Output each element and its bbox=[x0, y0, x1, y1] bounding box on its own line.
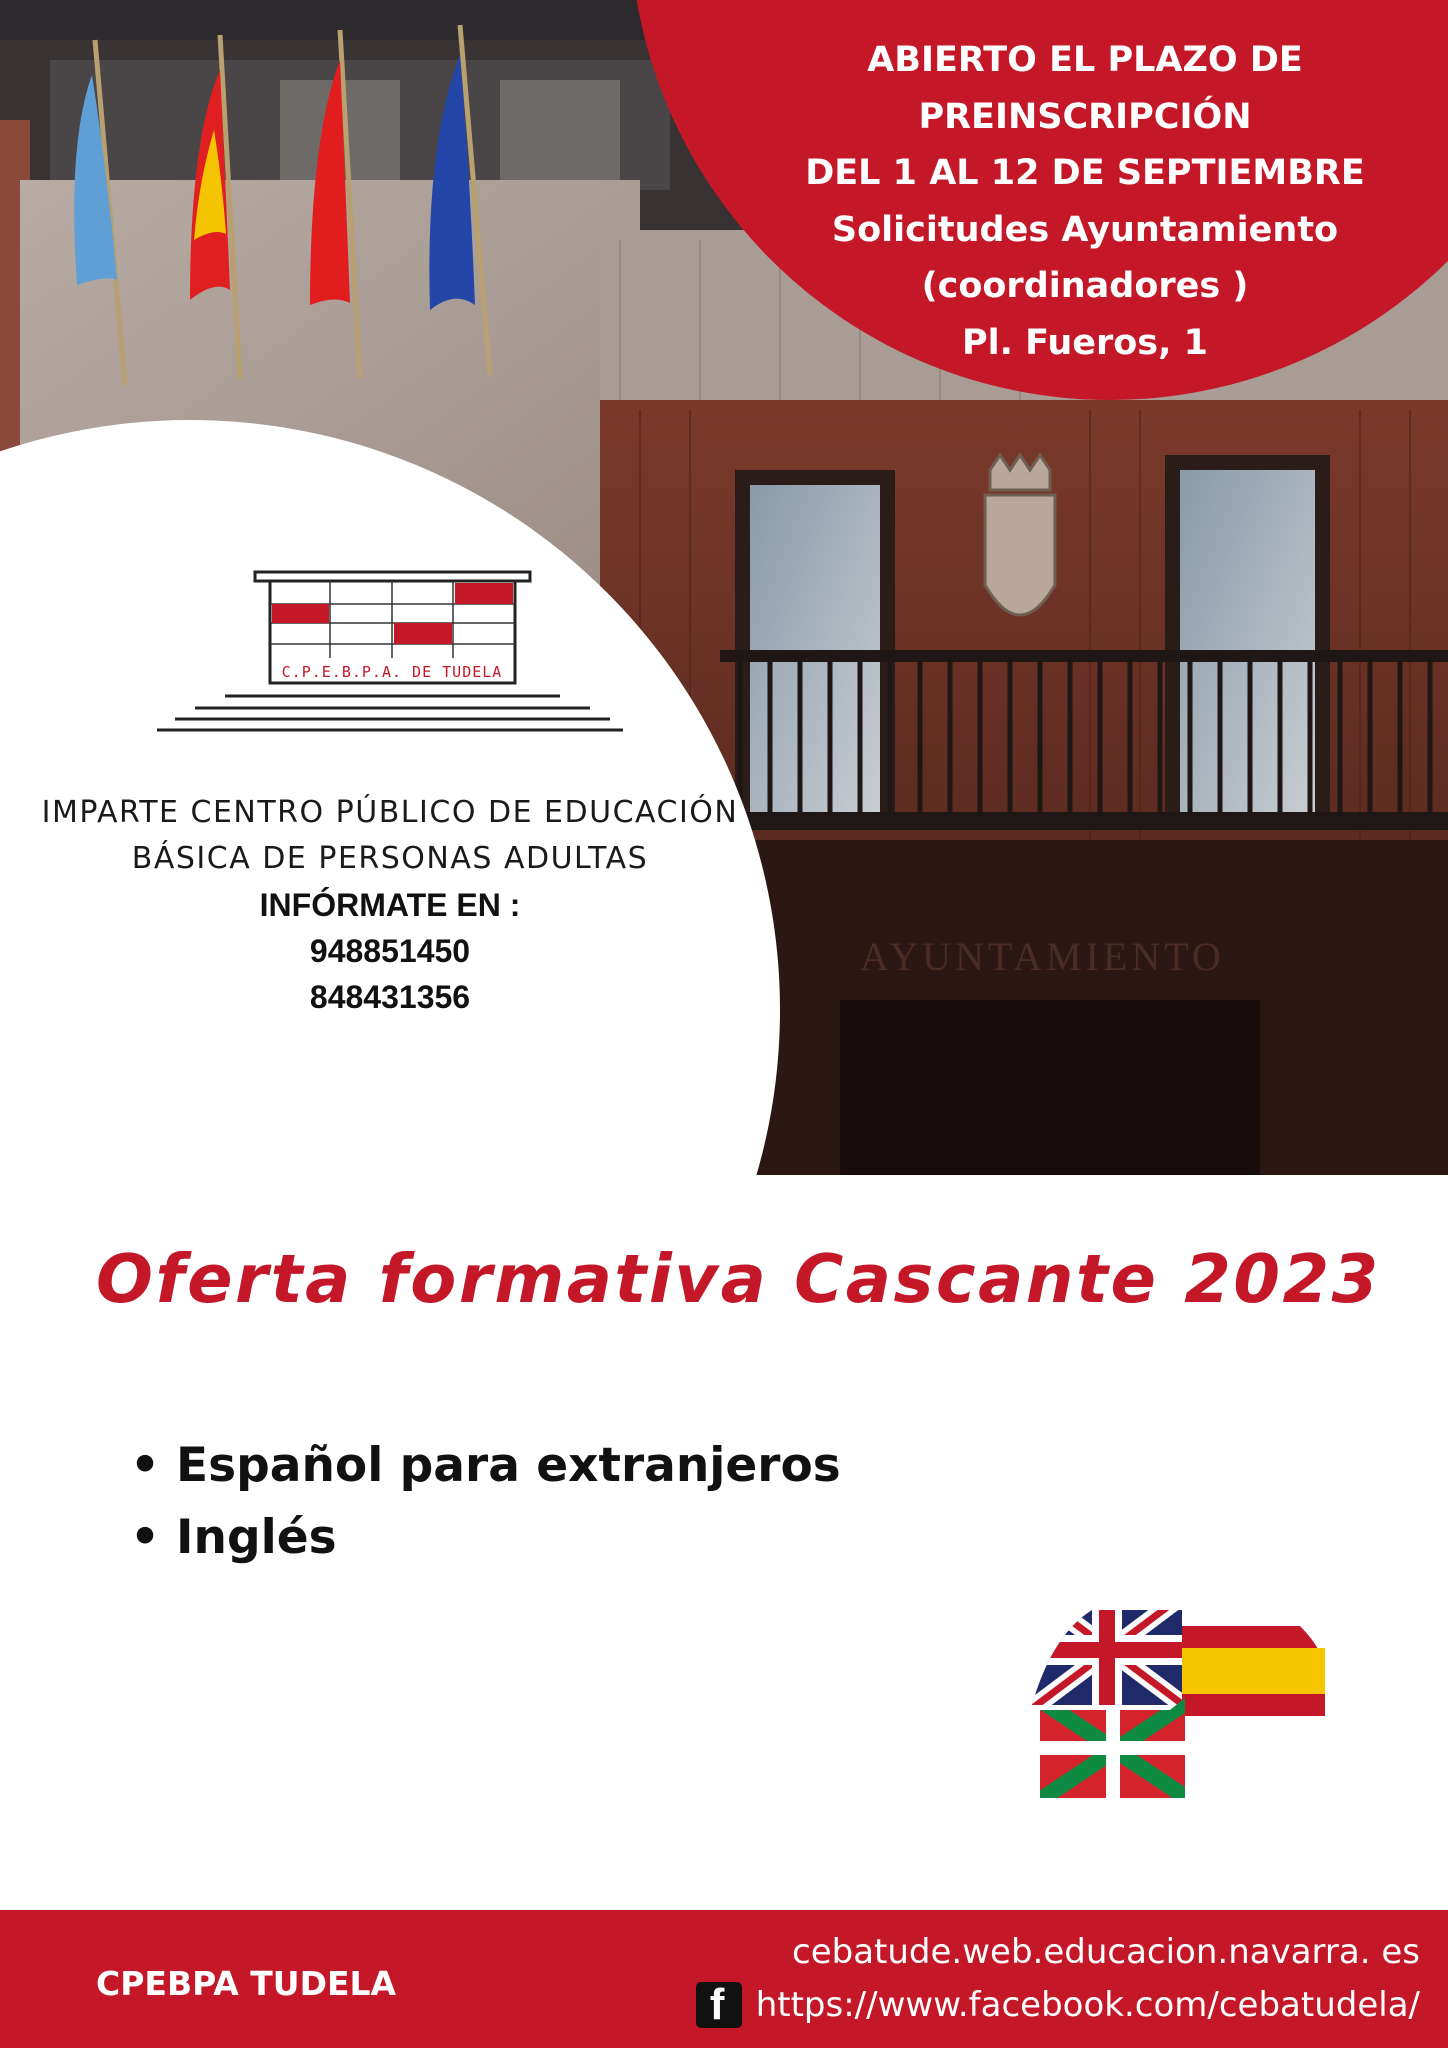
phone-number-1: 948851450 bbox=[309, 933, 471, 969]
logo-text: C.P.E.B.P.A. DE TUDELA bbox=[281, 663, 503, 681]
language-flags-icon bbox=[1030, 1590, 1330, 1800]
footer bbox=[0, 1910, 1448, 2048]
list-item bbox=[130, 1430, 841, 1502]
page-title: Oferta formativa Cascante 2023 bbox=[96, 1240, 1381, 1318]
info-block bbox=[0, 790, 780, 1020]
list-item bbox=[130, 1502, 841, 1574]
phone-number-2: 848431356 bbox=[309, 979, 471, 1015]
course-label: Inglés bbox=[176, 1510, 337, 1565]
building-sign: AYUNTAMIENTO bbox=[860, 934, 1225, 979]
announcement-line-6: Pl. Fueros, 1 bbox=[962, 322, 1208, 363]
announcement-line-2: PREINSCRIPCIÓN bbox=[918, 96, 1252, 137]
cpebpa-logo bbox=[155, 568, 625, 733]
footer-brand: CPEBPA TUDELA bbox=[96, 1964, 397, 2003]
course-list bbox=[130, 1430, 841, 1574]
announcement-text bbox=[770, 32, 1400, 371]
announcement-line-5: (coordinadores ) bbox=[921, 266, 1249, 306]
bullet: • bbox=[130, 1510, 161, 1565]
facebook-row[interactable] bbox=[696, 1982, 1420, 2028]
announcement-line-1: ABIERTO EL PLAZO DE bbox=[867, 40, 1303, 80]
facebook-link[interactable]: https://www.facebook.com/cebatudela/ bbox=[755, 1985, 1420, 2025]
website-link[interactable]: cebatude.web.educacion.navarra. es bbox=[792, 1932, 1420, 1972]
course-label: Español para extranjeros bbox=[176, 1438, 841, 1493]
facebook-icon[interactable] bbox=[696, 1982, 742, 2028]
info-line-1: IMPARTE CENTRO PÚBLICO DE EDUCACIÓN bbox=[41, 795, 739, 830]
announcement-line-3: DEL 1 AL 12 DE SEPTIEMBRE bbox=[805, 153, 1365, 193]
info-line-2: BÁSICA DE PERSONAS ADULTAS bbox=[131, 841, 649, 876]
contact-label: INFÓRMATE EN : bbox=[259, 887, 521, 923]
facebook-icon-glyph: f bbox=[709, 1980, 725, 2029]
bullet: • bbox=[130, 1438, 161, 1493]
announcement-line-4: Solicitudes Ayuntamiento bbox=[831, 209, 1339, 250]
